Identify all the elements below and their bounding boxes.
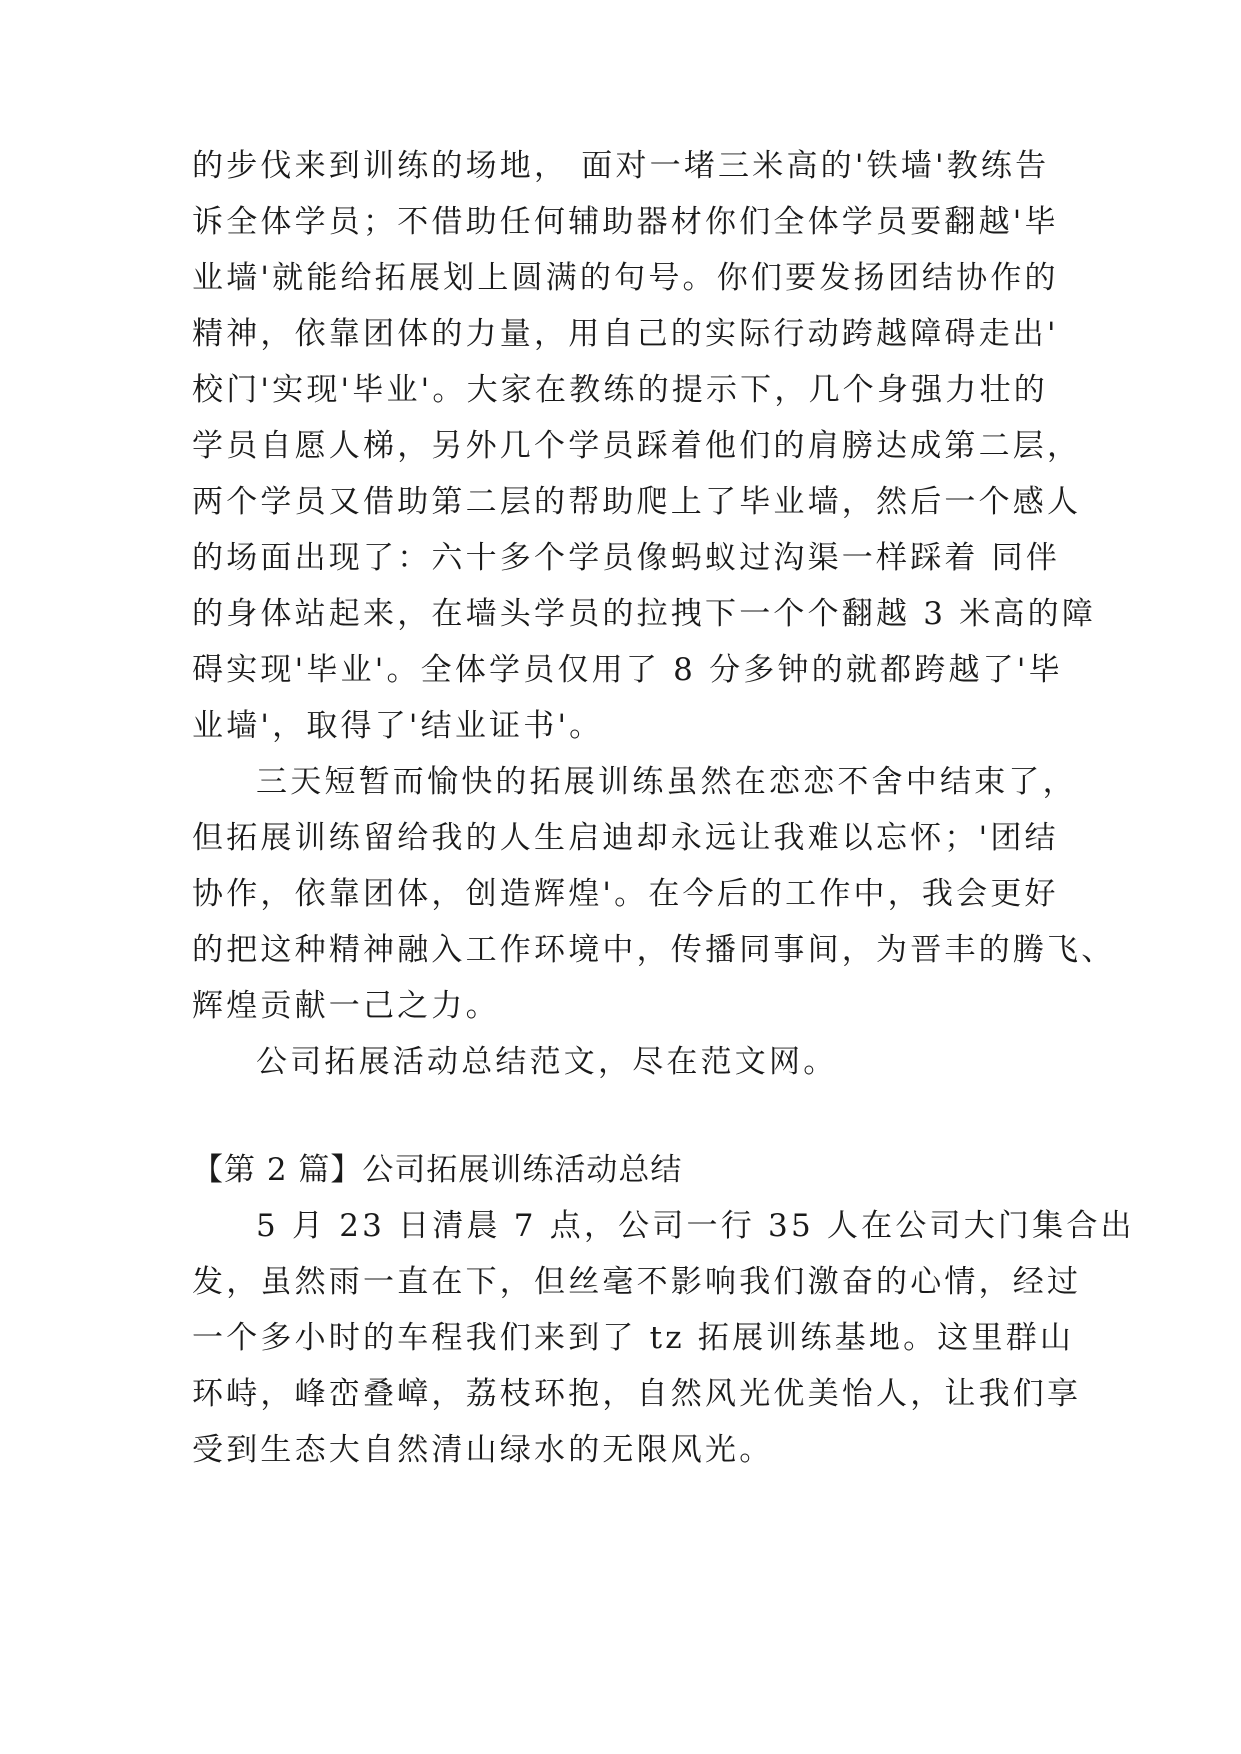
section-heading: 【第 2 篇】公司拓展训练活动总结 bbox=[192, 1152, 683, 1188]
closing-line: 公司拓展活动总结范文，尽在范文网。 bbox=[256, 1044, 838, 1080]
paragraph-start-line: 5 月 23 日清晨 7 点，公司一行 35 人在公司大门集合出 bbox=[256, 1208, 1135, 1244]
text-line: 业墙'，取得了'结业证书'。 bbox=[192, 708, 604, 744]
text-line: 发，虽然雨一直在下，但丝毫不影响我们激奋的心情，经过 bbox=[192, 1264, 1082, 1300]
text-line: 精神，依靠团体的力量，用自己的实际行动跨越障碍走出' bbox=[192, 316, 1059, 352]
text-line: 环峙，峰峦叠嶂，荔枝环抱，自然风光优美怡人，让我们享 bbox=[192, 1376, 1082, 1412]
text-line: 一个多小时的车程我们来到了 tz 拓展训练基地。这里群山 bbox=[192, 1320, 1075, 1356]
text-line: 的步伐来到训练的场地， 面对一堵三米高的'铁墙'教练告 bbox=[192, 148, 1050, 184]
text-line: 受到生态大自然清山绿水的无限风光。 bbox=[192, 1432, 774, 1468]
text-line: 的场面出现了：六十多个学员像蚂蚁过沟渠一样踩着 同伴 bbox=[192, 540, 1061, 576]
text-line: 业墙'就能给拓展划上圆满的句号。你们要发扬团结协作的 bbox=[192, 260, 1059, 296]
text-line: 的身体站起来，在墙头学员的拉拽下一个个翻越 3 米高的障 bbox=[192, 596, 1097, 632]
text-line: 的把这种精神融入工作环境中，传播同事间，为晋丰的腾飞、 bbox=[192, 932, 1116, 968]
text-line: 但拓展训练留给我的人生启迪却永远让我难以忘怀；'团结 bbox=[192, 820, 1059, 856]
text-line: 校门'实现'毕业'。大家在教练的提示下，几个身强力壮的 bbox=[192, 372, 1048, 408]
text-line: 诉全体学员；不借助任何辅助器材你们全体学员要翻越'毕 bbox=[192, 204, 1059, 240]
text-line: 辉煌贡献一己之力。 bbox=[192, 988, 500, 1024]
paragraph-start-line: 三天短暂而愉快的拓展训练虽然在恋恋不舍中结束了， bbox=[256, 764, 1077, 800]
text-line: 协作，依靠团体，创造辉煌'。在今后的工作中，我会更好 bbox=[192, 876, 1059, 912]
text-line: 两个学员又借助第二层的帮助爬上了毕业墙，然后一个感人 bbox=[192, 484, 1082, 520]
text-line: 学员自愿人梯，另外几个学员踩着他们的肩膀达成第二层， bbox=[192, 428, 1082, 464]
text-line: 碍实现'毕业'。全体学员仅用了 8 分多钟的就都跨越了'毕 bbox=[192, 652, 1063, 688]
